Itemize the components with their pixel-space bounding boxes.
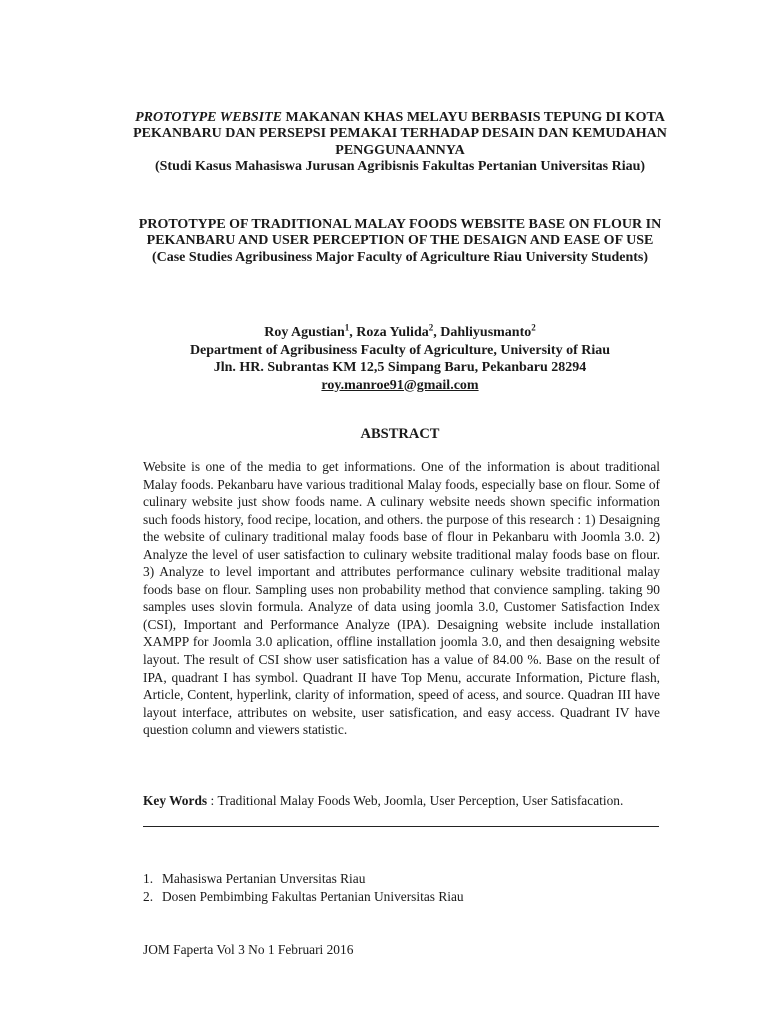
footnote-text: Mahasiswa Pertanian Unversitas Riau bbox=[162, 871, 366, 886]
title-english bbox=[130, 217, 670, 266]
title-indonesian-text: MAKANAN KHAS MELAYU BERBASIS TEPUNG DI KOTA PEKANBARU DAN PERSEPSI PEMAKAI TERHADAP DESAIN DAN KEMUDAHAN PENGGUNAANNYA bbox=[133, 110, 667, 158]
author-affiliation-mark: 1 bbox=[344, 322, 350, 333]
title-indonesian-italic-lead: PROTOTYPE WEBSITE bbox=[135, 110, 283, 125]
abstract-body: Website is one of the media to get informations. One of the information is about traditional Malay foods. Pekanbaru have various traditional Malay foods, especially base on flour. Some of culinary website just show foods name. A culinary website needs shown specific information such foods history, food recipe, location, and others. the purpose of this research : 1) Desaigning the website of culinary traditional malay foods base of flour in Pekanbaru with Joomla 3.0. 2) Analyze the level of user satisfaction to culinary website traditional malay foods base on flour. 3) Analyze to level important and attributes performance culinary website traditional malay foods base on flour. Sampling uses non probability method that convience sampling. taking 90 samples uses slovin formula. Analyze of data using joomla 3.0, Customer Satisfaction Index (CSI), Important and Performance Analyze (IPA). Desaigning website include installation XAMPP for Joomla 3.0 aplication, offline installation joomla 3.0, and then desaigning website layout. The result of CSI show user satisfication has a value of 84.00 %. Base on the result of IPA, quadrant I has symbol. Quadrant II have Top Menu, accurate Information, Picture flash, Article, Content, hyperlink, clarity of information, speed of acess, and source. Quadran III have layout interface, attributes on website, user satisfication, and easy access. Quadrant IV have question column and viewers statistic. bbox=[143, 459, 660, 738]
author-email-link[interactable]: roy.manroe91@gmail.com bbox=[321, 377, 479, 393]
author-separator: , bbox=[433, 325, 441, 340]
title-indonesian-heading bbox=[130, 110, 670, 159]
author-name: Dahliyusmanto bbox=[440, 325, 532, 340]
title-indonesian-subtitle: (Studi Kasus Mahasiswa Jurusan Agribisnis Fakultas Pertanian Universitas Riau) bbox=[154, 159, 646, 175]
keywords-separator: : bbox=[207, 793, 218, 808]
abstract-heading: ABSTRACT bbox=[360, 426, 440, 442]
footnote-number: 1. bbox=[143, 871, 154, 886]
title-indonesian bbox=[130, 110, 670, 176]
footnote-item bbox=[143, 888, 663, 906]
keywords-line bbox=[143, 792, 660, 810]
footnote-number: 2. bbox=[143, 888, 154, 904]
title-english-subtitle: (Case Studies Agribusiness Major Faculty of Agriculture Riau University Students) bbox=[151, 249, 649, 265]
affiliation-department: Department of Agribusiness Faculty of Agriculture, University of Riau bbox=[189, 342, 611, 358]
author-affiliation-mark: 2 bbox=[531, 322, 536, 333]
keywords-divider bbox=[143, 826, 659, 827]
title-english-heading: PROTOTYPE OF TRADITIONAL MALAY FOODS WEBSITE BASE ON FLOUR IN PEKANBARU AND USER PERCEPTION OF THE DESAIGN AND EASE OF USE bbox=[138, 217, 662, 249]
journal-footer: JOM Faperta Vol 3 No 1 Februari 2016 bbox=[143, 942, 354, 957]
author-name: Roza Yulida bbox=[356, 325, 429, 340]
footnote-item bbox=[143, 870, 663, 888]
author-affiliation-mark: 2 bbox=[428, 322, 434, 333]
keywords-label: Key Words bbox=[143, 793, 208, 808]
footnote-text: Dosen Pembimbing Fakultas Pertanian Universitas Riau bbox=[162, 888, 464, 904]
footnotes bbox=[143, 870, 663, 905]
author-separator: , bbox=[349, 325, 357, 340]
keywords-text: Traditional Malay Foods Web, Joomla, User Perception, User Satisfacation. bbox=[217, 793, 624, 808]
author-name: Roy Agustian bbox=[264, 325, 345, 340]
affiliation-address: Jln. HR. Subrantas KM 12,5 Simpang Baru, Pekanbaru 28294 bbox=[213, 360, 587, 375]
author-block bbox=[130, 324, 670, 394]
author-list bbox=[130, 324, 670, 342]
